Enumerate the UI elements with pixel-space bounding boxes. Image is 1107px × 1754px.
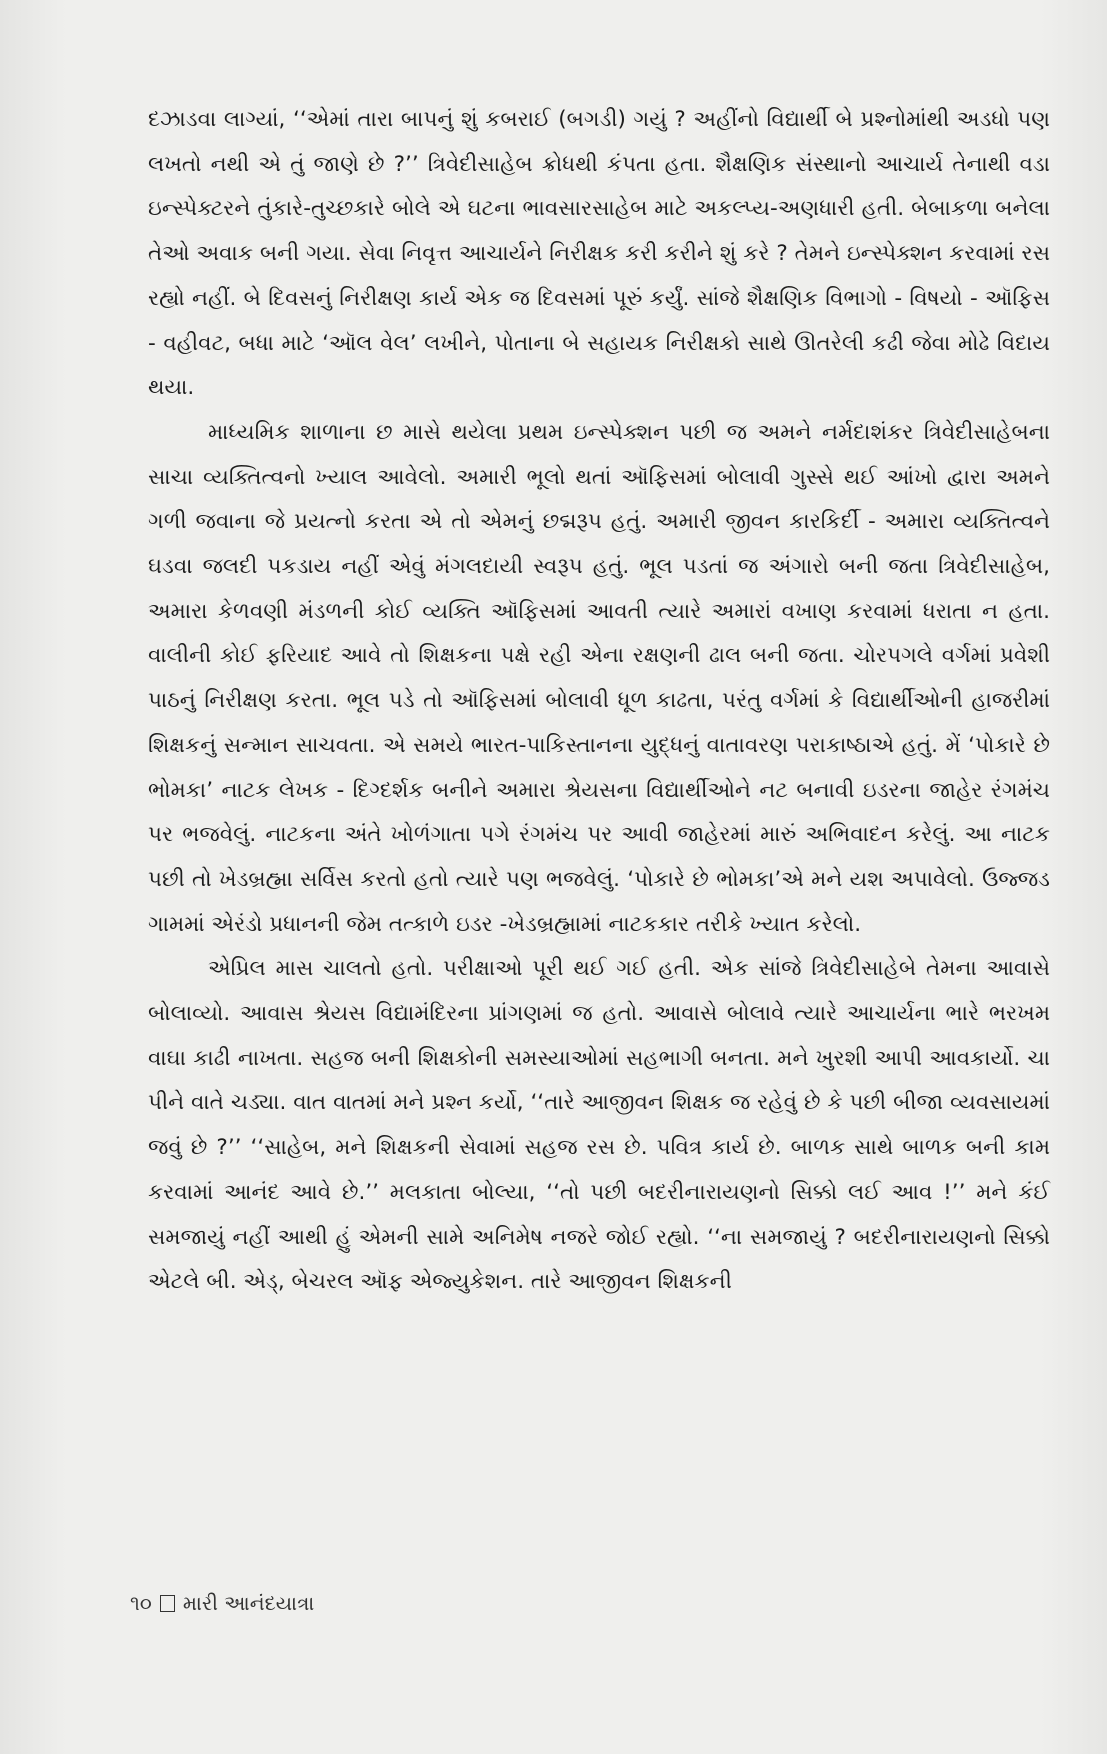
paragraph-3: એપ્રિલ માસ ચાલતો હતો. પરીક્ષાઓ પૂરી થઈ ગઈ હતી. એક સાંજે ત્રિવેદીસાહેબે તેમના આવાસે બોલાવ્યો. આવાસ શ્રેયસ વિદ્યામંદિરના પ્રાંગણમાં જ હતો. આવાસે બોલાવે ત્યારે આચાર્યના ભારે ભરખમ વાઘા કાઢી નાખતા. સહજ બની શિક્ષકોની સમસ્યાઓમાં સહભાગી બનતા. મને ખુરશી આપી આવકાર્યો. ચા પીને વાતે ચડ્યા. વાત વાતમાં મને પ્રશ્ન કર્યો, ‘‘તારે આજીવન શિક્ષક જ રહેવું છે કે પછી બીજા વ્યવસાયમાં જવું છે ?’’ ‘‘સાહેબ, મને શિક્ષકની સેવામાં સહજ રસ છે. પવિત્ર કાર્ય છે. બાળક સાથે બાળક બની કામ કરવામાં આનંદ આવે છે.’’ મલકાતા બોલ્યા, ‘‘તો પછી બદરીનારાયણનો સિક્કો લઈ આવ !’’ મને કંઈ સમજાયું નહીં આથી હું એમની સામે અનિમેષ નજરે જોઈ રહ્યો. ‘‘ના સમજાયું ? બદરીનારાયણનો સિક્કો એટલે બી. એડ્, બેચરલ ઑફ એજ્યુકેશન. તારે આજીવન શિક્ષકની [148,956,1050,1295]
page-number: ૧૦ [130,1591,152,1615]
page-footer [130,1591,314,1615]
page-body [148,98,1050,1305]
square-box-icon [160,1595,175,1612]
book-title: મારી આનંદયાત્રા [182,1591,315,1615]
paragraph-2: માધ્યમિક શાળાના છ માસે થયેલા પ્રથમ ઇન્સ્પેક્શન પછી જ અમને નર્મદાશંકર ત્રિવેદીસાહેબના સાચા વ્યક્તિત્વનો ખ્યાલ આવેલો. અમારી ભૂલો થતાં ઑફિસમાં બોલાવી ગુસ્સે થઈ આંખો દ્વારા અમને ગળી જવાના જે પ્રયત્નો કરતા એ તો એમનું છદ્મરૂપ હતું. અમારી જીવન કારકિર્દી - અમારા વ્યક્તિત્વને ઘડવા જલદી પકડાય નહીં એવું મંગલદાયી સ્વરૂપ હતું. ભૂલ પડતાં જ અંગારો બની જતા ત્રિવેદીસાહેબ, અમારા કેળવણી મંડળની કોઈ વ્યક્તિ ઑફિસમાં આવતી ત્યારે અમારાં વખાણ કરવામાં ધરાતા ન હતા. વાલીની કોઈ ફરિયાદ આવે તો શિક્ષકના પક્ષે રહી એના રક્ષણની ઢાલ બની જતા. ચોરપગલે વર્ગમાં પ્રવેશી પાઠનું નિરીક્ષણ કરતા. ભૂલ પડે તો ઑફિસમાં બોલાવી ધૂળ કાઢતા, પરંતુ વર્ગમાં કે વિદ્યાર્થીઓની હાજરીમાં શિક્ષકનું સન્માન સાચવતા. એ સમયે ભારત-પાકિસ્તાનના યુદ્ધનું વાતાવરણ પરાકાષ્ઠાએ હતું. મેં ‘પોકારે છે ભોમકા’ નાટક લેખક - દિગ્દર્શક બનીને અમારા શ્રેયસના વિદ્યાર્થીઓને નટ બનાવી ઇડરના જાહેર રંગમંચ પર ભજવેલું. નાટકના અંતે ખોળંગાતા પગે રંગમંચ પર આવી જાહેરમાં મારું અભિવાદન કરેલું. આ નાટક પછી તો ખેડબ્રહ્મા સર્વિસ કરતો હતો ત્યારે પણ ભજવેલું. ‘પોકારે છે ભોમકા’એ મને યશ અપાવેલો. ઉજ્જડ ગામમાં એરંડો પ્રધાનની જેમ તત્કાળે ઇડર -ખેડબ્રહ્મામાં નાટકકાર તરીકે ખ્યાત કરેલો. [148,419,1050,937]
paragraph-1: દઝાડવા લાગ્યાં, ‘‘એમાં તારા બાપનું શું કબરાઈ (બગડી) ગયું ? અહીંનો વિદ્યાર્થી બે પ્રશ્નોમાંથી અડધો પણ લખતો નથી એ તું જાણે છે ?’’ ત્રિવેદીસાહેબ ક્રોધથી કંપતા હતા. શૈક્ષણિક સંસ્થાનો આચાર્ય તેનાથી વડા ઇન્સ્પેક્ટરને તુંકારે-તુચ્છકારે બોલે એ ઘટના ભાવસારસાહેબ માટે અકલ્પ્ય-અણધારી હતી. બેબાકળા બનેલા તેઓ અવાક બની ગયા. સેવા નિવૃત્ત આચાર્યને નિરીક્ષક કરી કરીને શું કરે ? તેમને ઇન્સ્પેક્શન કરવામાં રસ રહ્યો નહીં. બે દિવસનું નિરીક્ષણ કાર્ય એક જ દિવસમાં પૂરું કર્યું. સાંજે શૈક્ષણિક વિભાગો - વિષયો - ઑફિસ - વહીવટ, બધા માટે ‘ઑલ વેલ’ લખીને, પોતાના બે સહાયક નિરીક્ષકો સાથે ઊતરેલી કઢી જેવા મોઢે વિદાય થયા. [148,107,1050,401]
